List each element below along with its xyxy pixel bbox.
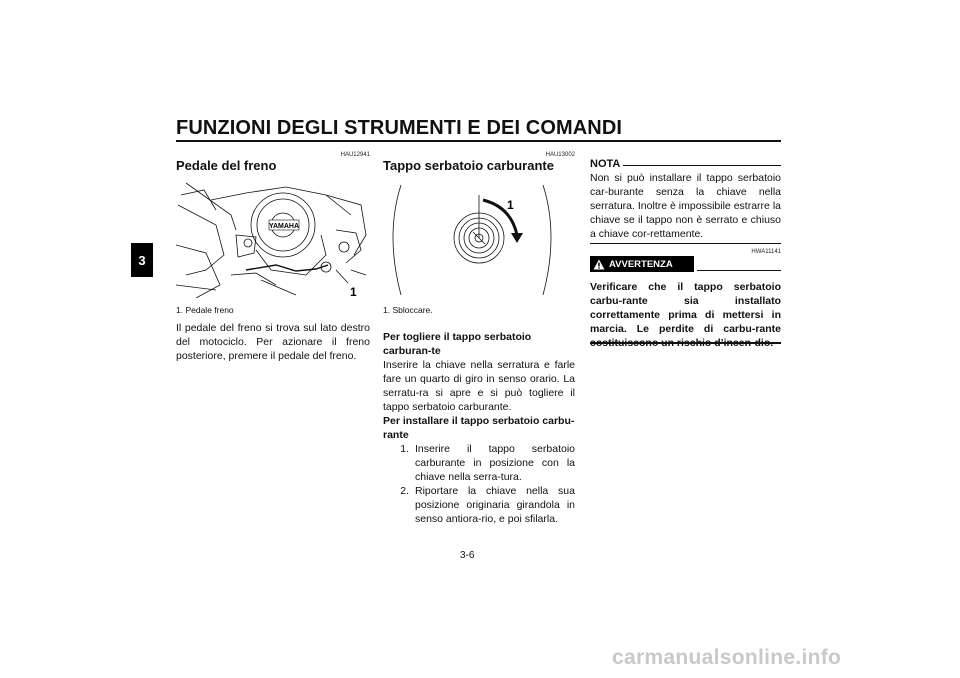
- page-number: 3-6: [460, 550, 475, 561]
- nota-label: NOTA: [590, 158, 621, 170]
- watermark: carmanualsonline.info: [612, 646, 842, 669]
- page-header-title: FUNZIONI DEGLI STRUMENTI E DEI COMANDI: [176, 117, 623, 139]
- warning-badge: [590, 256, 694, 272]
- warning-triangle-icon: [593, 259, 605, 270]
- brake-pedal-figure: [176, 175, 370, 298]
- heading-remove-cap: Per togliere il tappo serbatoio carburan-te: [383, 331, 532, 357]
- warning-label: AVVERTENZA: [609, 258, 673, 270]
- warning-rule-top: [697, 270, 781, 271]
- list-item: 2. Riportare la chiave nella sua posizione originaria girandola in senso antiora-rio, e poi sfilarla.: [400, 485, 575, 525]
- list-item: 1. Inserire il tappo serbatoio carburante in posizione con la chiave nella serra-tura.: [400, 443, 575, 483]
- figure-logo: YAMAHA: [268, 223, 300, 230]
- fuel-cap-figure: [383, 175, 575, 298]
- figure-callout-brake: 1: [350, 285, 357, 298]
- heading-install-cap: Per installare il tappo serbatoio carbu-rante: [383, 415, 575, 441]
- section-title-brake: Pedale del freno: [176, 158, 277, 173]
- warning-code: HWA11141: [751, 249, 781, 255]
- figure-caption-brake: 1. Pedale freno: [176, 305, 234, 315]
- section-code-fuel-cap: HAU13002: [545, 152, 575, 158]
- body-brake: Il pedale del freno si trova sul lato destro del motociclo. Per azionare il freno posteriore, premere il pedale del freno.: [176, 322, 370, 362]
- figure-callout-fuel-cap: 1: [507, 198, 514, 212]
- nota-rule-top: [623, 165, 781, 166]
- chapter-tab: 3: [131, 243, 153, 277]
- nota-rule-bottom: [590, 243, 781, 244]
- install-steps-list: [383, 442, 575, 526]
- warning-body: Verificare che il tappo serbatoio carbu-rante sia installato correttamente prima di mettersi in marcia. Le perdite di carbu-rante: [590, 281, 781, 335]
- section-code-brake: HAU12941: [340, 152, 370, 158]
- warning-rule-bottom: [590, 342, 781, 344]
- section-title-fuel-cap: Tappo serbatoio carburante: [383, 158, 554, 173]
- figure-caption-fuel-cap: 1. Sbloccare.: [383, 305, 433, 315]
- body-remove-cap: Inserire la chiave nella serratura e farle fare un quarto di giro in senso orario. La serratu-ra si apre e si può togliere il tappo serbatoio carburante.: [383, 359, 575, 413]
- nota-body: Non si può installare il tappo serbatoio car-burante senza la chiave nella serratura. Inoltre è impossibile estrarre la chiave se il tappo non è serrato e chiuso a chiave cor-rettamente.: [590, 172, 781, 240]
- header-rule: [176, 140, 781, 142]
